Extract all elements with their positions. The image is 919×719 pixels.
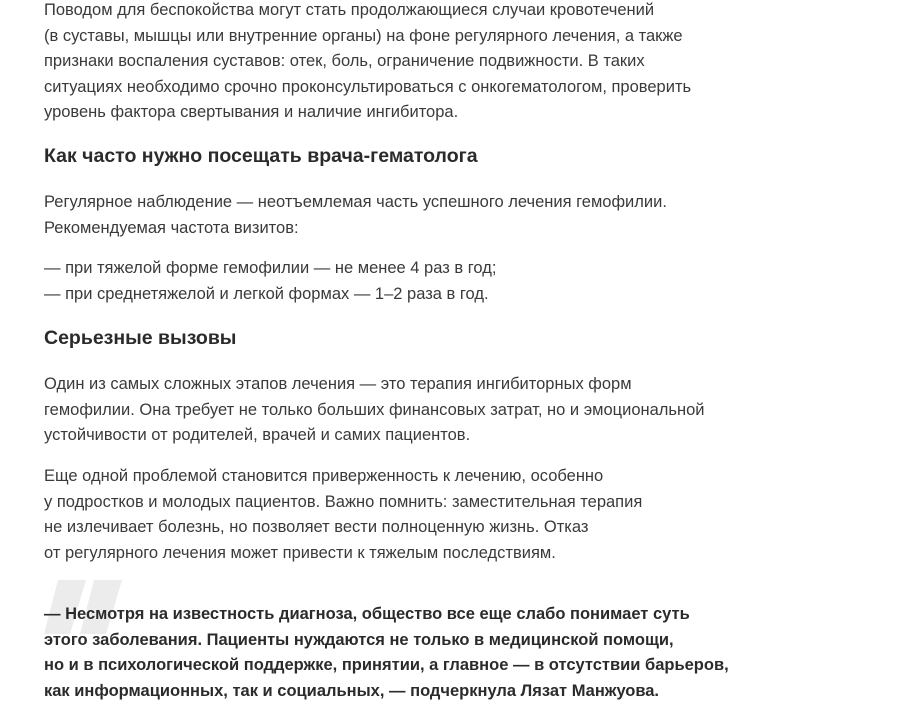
text-line: (в суставы, мышцы или внутренние органы) на фоне регулярного лечения, а также bbox=[44, 26, 683, 45]
text-line: Еще одной проблемой становится приверженность к лечению, особенно bbox=[44, 467, 604, 485]
quote-line: этого заболевания. Пациенты нуждаются не только в медицинской помощи, bbox=[44, 630, 674, 649]
section-heading-visits: Как часто нужно посещать врача-гематолога bbox=[44, 145, 478, 167]
quote-line: как информационных, так и социальных, — подчеркнула Лязат Манжуова. bbox=[44, 681, 660, 700]
visits-list bbox=[44, 256, 496, 307]
text-line: у подростков и молодых пациентов. Важно помнить: заместительная терапия bbox=[44, 492, 643, 511]
text-line: устойчивости от родителей, врачей и самих пациентов. bbox=[44, 426, 471, 444]
quote-line: — Несмотря на известность диагноза, общество все еще слабо понимает суть bbox=[44, 605, 690, 623]
text-line: ситуациях необходимо срочно проконсультироваться с онкогематологом, проверить bbox=[44, 77, 692, 96]
text-line: не излечивает болезнь, но позволяет вести полноценную жизнь. Отказ bbox=[44, 518, 589, 536]
section-heading-challenges: Серьезные вызовы bbox=[44, 327, 237, 349]
text-line: Рекомендуемая частота визитов: bbox=[44, 218, 299, 237]
pull-quote bbox=[44, 602, 729, 704]
list-item: — при тяжелой форме гемофилии — не менее 4 раз в год; bbox=[44, 259, 497, 277]
text-line: гемофилии. Она требует не только больших финансовых затрат, но и эмоциональной bbox=[44, 400, 705, 419]
intro-paragraph bbox=[44, 0, 691, 126]
text-line: от регулярного лечения может привести к тяжелым последствиям. bbox=[44, 543, 556, 562]
text-line: уровень фактора свертывания и наличие ингибитора. bbox=[44, 103, 459, 121]
list-item: — при среднетяжелой и легкой формах — 1–2 раза в год. bbox=[44, 284, 489, 303]
text-line: признаки воспаления суставов: отек, боль, ограничение подвижности. В таких bbox=[44, 52, 645, 70]
text-line: Один из самых сложных этапов лечения — это терапия ингибиторных форм bbox=[44, 375, 632, 393]
visits-paragraph bbox=[44, 190, 667, 241]
text-line: Поводом для беспокойства могут стать продолжающиеся случаи кровотечений bbox=[44, 1, 655, 19]
quote-line: но и в психологической поддержке, принятии, а главное — в отсутствии барьеров, bbox=[44, 656, 729, 674]
challenges-paragraph-1 bbox=[44, 372, 705, 449]
challenges-paragraph-2 bbox=[44, 464, 642, 566]
text-line: Регулярное наблюдение — неотъемлемая часть успешного лечения гемофилии. bbox=[44, 193, 667, 211]
